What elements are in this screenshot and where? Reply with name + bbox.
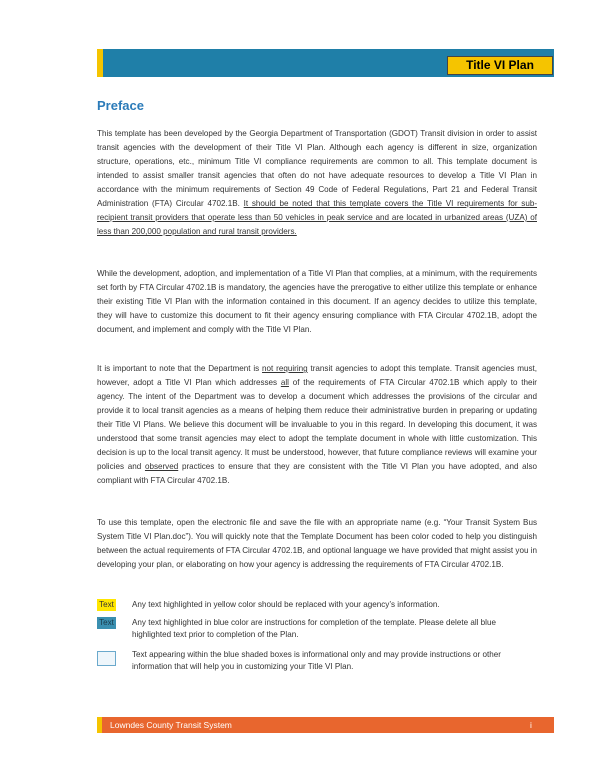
header-title: Title VI Plan: [447, 56, 553, 75]
paragraph-1-underlined: It should be noted that this template covers the Title VI requirements for sub-recipient transit providers that operate less than 50 vehicles in peak service and are located in urbanized areas (UZA) of less than 200,000 population and rural transit providers.: [97, 199, 538, 236]
paragraph-4: To use this template, open the electronic file and save the file with an appropriate name (e.g. “Your Transit System Bus System Title VI Plan.doc”). You will quickly note that the Template Document has been color coded to help you distinguish between the actual requirements of FTA Circular 4702.1B, and optional language we have provided that might assist you in developing your plan, or elaborating on how your agency is addressing the requirements of FTA Circular 4702.1B.: [97, 518, 537, 569]
paragraph-2: While the development, adoption, and implementation of a Title VI Plan that complies, at a minimum, with the requirements set forth by FTA Circular 4702.1B is mandatory, the agencies have the prerogative to either utilize this template or enhance their existing Title VI Plan with the information contained in this document. If an agency decides to utilize this template, they will have to customize this document to fit their agency ensuring compliance with FTA Circular 4702.1B, adopt the document, and implement and comply with the Title VI Plan.: [97, 269, 537, 334]
header-accent-bar: [97, 49, 103, 77]
legend-blue-text: Any text highlighted in blue color are instructions for completion of the template. Please delete all blue highlighted text prior to completion of the Plan.: [132, 618, 496, 639]
paragraph-3-underline-2: all: [280, 378, 289, 387]
blue-shaded-box-icon: [97, 651, 116, 666]
blue-highlight-swatch: Text: [97, 617, 116, 629]
paragraph-3-underline-1: not requiring: [262, 364, 308, 373]
paragraph-3: [97, 362, 537, 488]
legend-box-text: Text appearing within the blue shaded boxes is informational only and may provide instructions or other information that will help you in customizing your Title VI Plan.: [132, 650, 501, 671]
footer-accent-bar: [97, 717, 102, 733]
paragraph-3-a: It is important to note that the Department is: [97, 364, 263, 373]
paragraph-3-d: practices to ensure that they are consistent with the Title VI Plan you have adopted, and also compliant with FTA Circular 4702.1B.: [97, 462, 538, 485]
footer-page-number: i: [530, 720, 532, 730]
paragraph-3-c: of the requirements of FTA Circular 4702.1B which apply to their agency. The intent of the Department was to develop a document which addresses the provisions of the circular and provide it to local transit agencies as a means of helping them reduce their administrative burden in preparing or updating their Title VI Plans. We believe this document will be invaluable to you in this regard. In developing this document, it was understood that some transit agencies may elect to adopt the template document in whole with little customization. This decision is up to the local transit agency. It must be understood, however, that future compliance reviews will examine your policies and: [97, 378, 537, 471]
footer-organization: Lowndes County Transit System: [110, 720, 232, 730]
paragraph-3-underline-3: observed: [144, 462, 179, 471]
legend-yellow-text: Any text highlighted in yellow color should be replaced with your agency’s information.: [132, 600, 440, 609]
yellow-highlight-swatch: Text: [97, 599, 116, 611]
paragraph-3-b: transit agencies to adopt this template. Transit agencies must, however, adopt a Title VI Plan which addresses: [97, 364, 537, 387]
paragraph-1-text: This template has been developed by the Georgia Department of Transportation (GDOT) Transit division in order to assist transit agencies with the development of their Title VI Plan. Although each agency is different in size, organization structure, operations, etc., minimum Title VI compliance requirements are common to all. This template document is intended to assist smaller transit agencies that often do not have adequate resources to develop a Title VI Plan in accordance with the minimum requirements of Section 49 Code of Federal Regulations, Part 21 and Federal Transit Administration (FTA) Circular 4702.1B.: [97, 129, 537, 208]
paragraph-1: [97, 127, 537, 239]
preface-heading: Preface: [97, 98, 144, 113]
